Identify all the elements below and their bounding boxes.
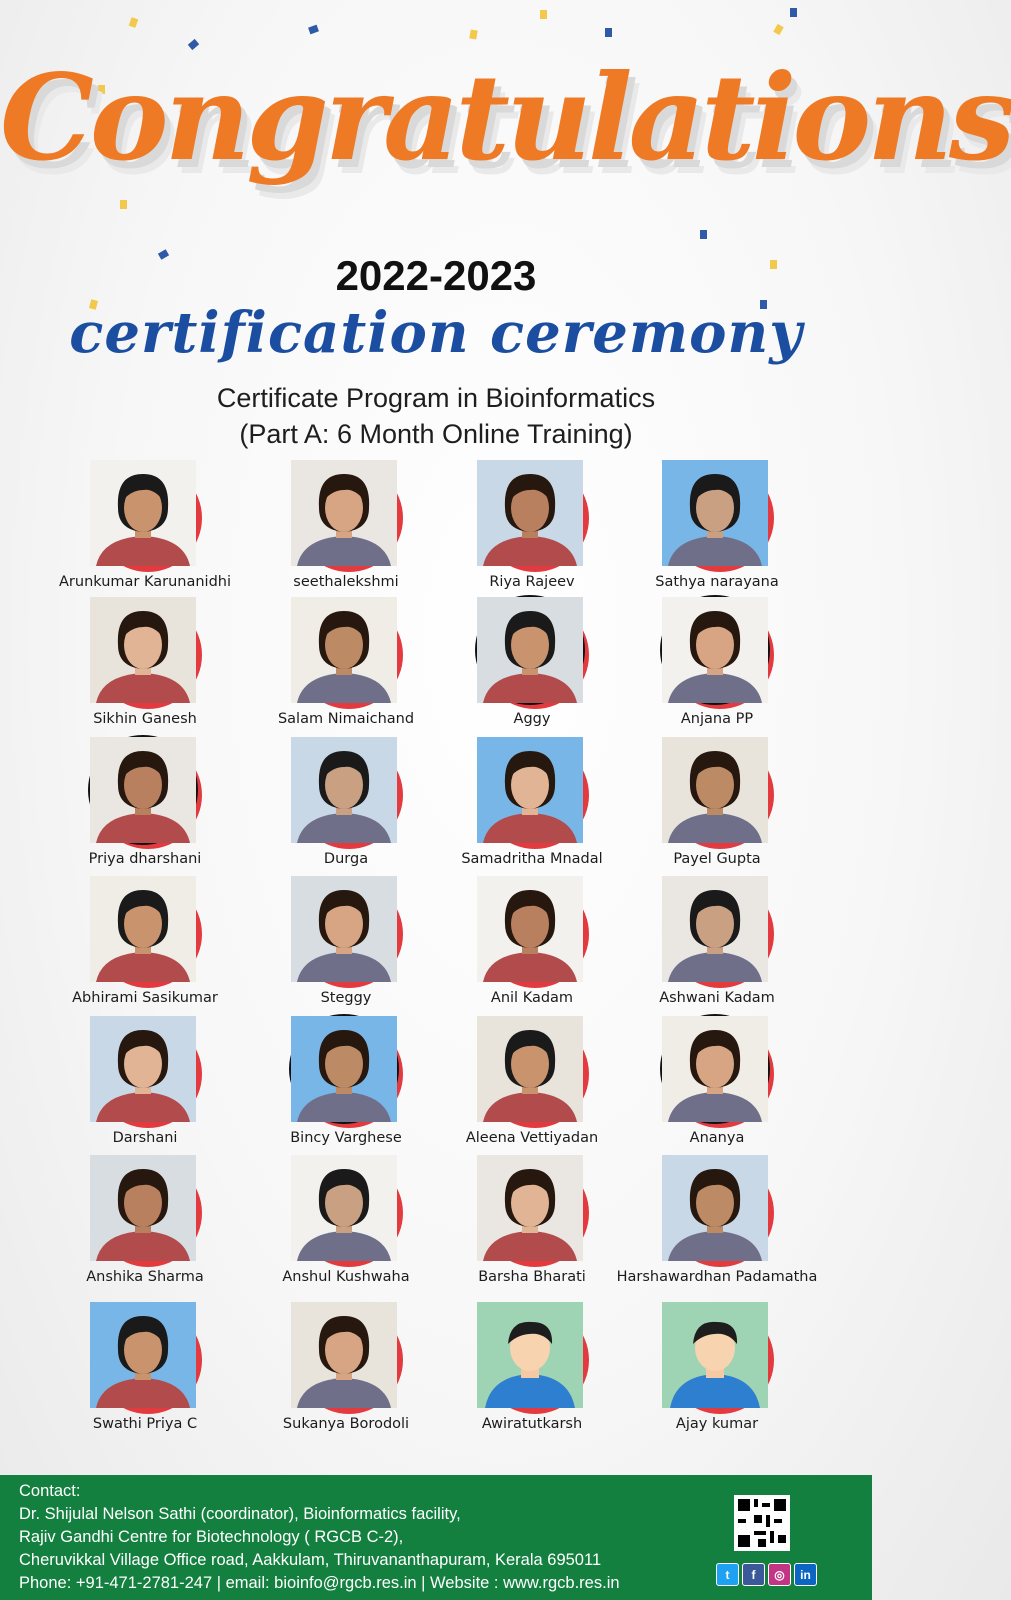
year-title: 2022-2023: [335, 252, 537, 299]
person-photo: [291, 737, 397, 843]
participant-name: Awiratutkarsh: [481, 1416, 583, 1432]
program-line-1: Certificate Program in Bioinformatics: [216, 383, 656, 413]
participant-photo: [90, 1155, 202, 1267]
person-photo: [90, 460, 196, 566]
participant-name: Salam Nimaichand: [277, 711, 415, 727]
participant-name: Priya dharshani: [88, 851, 202, 867]
contact-label: Contact:: [19, 1482, 81, 1500]
person-photo: [477, 1016, 583, 1122]
participant-photo: [477, 1155, 589, 1267]
participant-photo: [662, 876, 774, 988]
person-photo: [477, 737, 583, 843]
person-photo: [291, 1302, 397, 1408]
twitter-icon[interactable]: t: [716, 1563, 739, 1586]
participant-name: Durga: [323, 851, 369, 867]
participant-photo: [477, 1016, 589, 1128]
participant-name: Swathi Priya C: [92, 1416, 198, 1432]
participant-name: Sathya narayana: [655, 574, 779, 590]
person-photo: [291, 460, 397, 566]
contact-line-1: Dr. Shijulal Nelson Sathi (coordinator), Bioinformatics facility,: [19, 1505, 461, 1523]
participant-name: Ajay kumar: [675, 1416, 759, 1432]
person-photo: [662, 597, 768, 703]
participant-photo: [90, 737, 202, 849]
contact-line-2: Rajiv Gandhi Centre for Biotechnology ( RGCB C-2),: [19, 1528, 404, 1546]
person-photo: [90, 597, 196, 703]
participant-photo: [291, 1016, 403, 1128]
participant-photo: [662, 1155, 774, 1267]
participant-name: Steggy: [320, 990, 372, 1006]
person-photo: [291, 1016, 397, 1122]
participant-photo: [477, 1302, 589, 1414]
contact-line-4: Phone: +91-471-2781-247 | email: bioinfo@rgcb.res.in | Website : www.rgcb.res.in: [19, 1574, 620, 1592]
participant-photo: [90, 1302, 202, 1414]
person-photo: [90, 737, 196, 843]
social-icons: [716, 1563, 817, 1586]
participant-name: Darshani: [112, 1130, 178, 1146]
person-photo: [90, 1302, 196, 1408]
person-photo: [477, 876, 583, 982]
participant-photo: [291, 1302, 403, 1414]
headline-congratulations: Congratulations: [0, 48, 1011, 187]
avatar-placeholder-icon: [662, 1302, 768, 1408]
participant-photo: [291, 737, 403, 849]
participant-photo: [662, 1016, 774, 1128]
participant-name: Ashwani Kadam: [659, 990, 775, 1006]
person-photo: [662, 460, 768, 566]
ceremony-title: certification ceremony: [69, 300, 803, 366]
participant-name: seethalekshmi: [293, 574, 399, 590]
participant-photo: [477, 737, 589, 849]
participant-name: Anshika Sharma: [86, 1269, 204, 1285]
participant-photo: [90, 460, 202, 572]
participant-photo: [291, 597, 403, 709]
participant-photo: [477, 460, 589, 572]
program-line-2: (Part A: 6 Month Online Training): [239, 419, 633, 449]
participant-photo: [90, 1016, 202, 1128]
qr-code-icon: [734, 1495, 790, 1551]
person-photo: [477, 1155, 583, 1261]
person-photo: [90, 876, 196, 982]
participant-photo: [662, 737, 774, 849]
person-photo: [477, 460, 583, 566]
participant-name: Barsha Bharati: [478, 1269, 586, 1285]
footer-contact: [0, 1475, 872, 1600]
participant-photo: [662, 1302, 774, 1414]
participant-photo: [477, 876, 589, 988]
participant-name: Aleena Vettiyadan: [465, 1130, 599, 1146]
participant-name: Anil Kadam: [490, 990, 574, 1006]
participant-photo: [291, 460, 403, 572]
person-photo: [291, 1155, 397, 1261]
participant-name: Ananya: [689, 1130, 745, 1146]
participant-photo: [662, 597, 774, 709]
participant-name: Arunkumar Karunanidhi: [59, 574, 231, 590]
participant-photo: [477, 597, 589, 709]
participant-name: Anjana PP: [680, 711, 754, 727]
participant-name: Riya Rajeev: [489, 574, 575, 590]
participant-name: Samadritha Mnadal: [461, 851, 603, 867]
participant-name: Harshawardhan Padamatha: [616, 1269, 818, 1285]
participant-name: Sukanya Borodoli: [282, 1416, 410, 1432]
instagram-icon[interactable]: ◎: [768, 1563, 791, 1586]
person-photo: [662, 876, 768, 982]
person-photo: [90, 1155, 196, 1261]
person-photo: [477, 597, 583, 703]
contact-line-3: Cheruvikkal Village Office road, Aakkulam, Thiruvananthapuram, Kerala 695011: [19, 1551, 602, 1569]
person-photo: [90, 1016, 196, 1122]
participant-photo: [90, 597, 202, 709]
participant-photo: [291, 1155, 403, 1267]
participant-photo: [90, 876, 202, 988]
participant-name: Abhirami Sasikumar: [72, 990, 218, 1006]
person-photo: [662, 1155, 768, 1261]
participant-name: Payel Gupta: [673, 851, 761, 867]
person-photo: [291, 876, 397, 982]
participant-photo: [662, 460, 774, 572]
participant-name: Anshul Kushwaha: [282, 1269, 410, 1285]
facebook-icon[interactable]: f: [742, 1563, 765, 1586]
linkedin-icon[interactable]: in: [794, 1563, 817, 1586]
participant-name: Aggy: [513, 711, 551, 727]
participant-name: Sikhin Ganesh: [93, 711, 197, 727]
person-photo: [662, 737, 768, 843]
participant-photo: [291, 876, 403, 988]
person-photo: [291, 597, 397, 703]
avatar-placeholder-icon: [477, 1302, 583, 1408]
participant-name: Bincy Varghese: [290, 1130, 402, 1146]
person-photo: [662, 1016, 768, 1122]
